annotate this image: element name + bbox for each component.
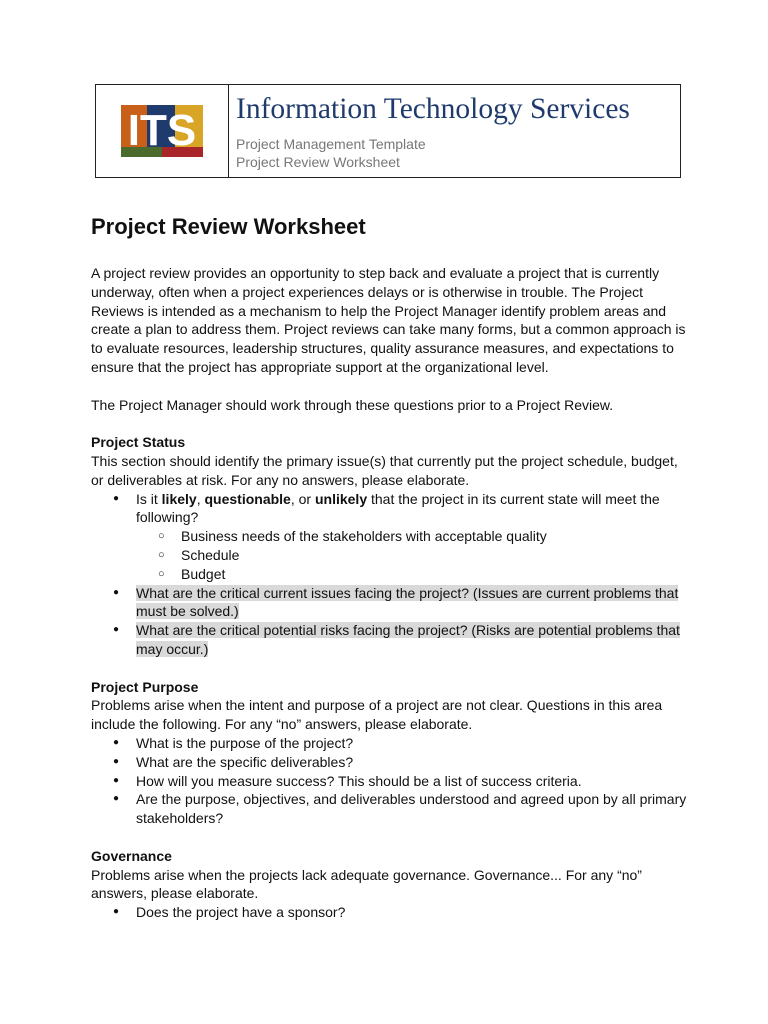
document-header bbox=[95, 84, 681, 178]
highlighted-question: What are the critical current issues facing the project? (Issues are current problems that must be solved.) bbox=[136, 584, 679, 620]
project-purpose-list bbox=[91, 734, 691, 828]
document-body bbox=[91, 212, 691, 922]
list-item: ● What is the purpose of the project? bbox=[91, 734, 691, 753]
project-status-description: This section should identify the primary issue(s) that currently put the project schedule, budget, or deliverables at risk. For any no answers, please elaborate. bbox=[91, 452, 678, 488]
list-item: ● Is it likely, questionable, or unlikely that the project in its current state will meet the following? bbox=[91, 490, 691, 528]
project-status-list bbox=[91, 490, 691, 659]
highlighted-question: What are the critical potential risks facing the project? (Risks are potential problems that may occur.) bbox=[136, 622, 680, 657]
project-purpose-description: Problems arise when the intent and purpose of a project are not clear. Questions in this area include the following. For any “no” answers, please elaborate. bbox=[91, 697, 663, 733]
sub-list-item: ○ Budget bbox=[91, 565, 691, 584]
list-item: ● Are the purpose, objectives, and deliverables understood and agreed upon by all primary stakeholders? bbox=[91, 790, 691, 828]
list-item: ● How will you measure success? This should be a list of success criteria. bbox=[91, 772, 691, 791]
its-logo-cell bbox=[96, 85, 229, 177]
section-heading-governance: Governance bbox=[91, 847, 172, 864]
section-heading-project-status: Project Status bbox=[91, 434, 186, 451]
section-heading-project-purpose: Project Purpose bbox=[91, 678, 199, 695]
list-item: ● Does the project have a sponsor? bbox=[91, 903, 691, 922]
org-name: Information Technology Services bbox=[236, 93, 630, 125]
governance-list bbox=[91, 903, 691, 922]
instruction-paragraph: The Project Manager should work through these questions prior to a Project Review. bbox=[91, 396, 614, 413]
header-title-cell bbox=[229, 85, 680, 177]
sub-list-item: ○ Schedule bbox=[91, 546, 691, 565]
page-title: Project Review Worksheet bbox=[91, 214, 366, 239]
list-item bbox=[91, 584, 691, 622]
svg-text:ITS: ITS bbox=[127, 106, 197, 155]
sub-list-item: ○ Business needs of the stakeholders with acceptable quality bbox=[91, 527, 691, 546]
list-item bbox=[91, 621, 691, 659]
worksheet-subtitle: Project Review Worksheet bbox=[236, 154, 400, 170]
list-item: ● What are the specific deliverables? bbox=[91, 753, 691, 772]
its-logo bbox=[121, 105, 203, 157]
intro-paragraph: A project review provides an opportunity to step back and evaluate a project that is currently underway, often when a project experiences delays or is otherwise in trouble. The Project Reviews is intended as a mechanism to help the Project Manager identify problem areas and create a plan to address them. Project reviews can take many forms, but a common approach is to evaluate resources, leadership structures, quality assurance measures, and expectations to ensure that the project has appropriate support at the organizational level. bbox=[91, 265, 686, 375]
governance-description: Problems arise when the projects lack adequate governance. Governance... For any “no” answers, please elaborate. bbox=[91, 866, 642, 902]
template-subtitle: Project Management Template bbox=[236, 136, 426, 152]
